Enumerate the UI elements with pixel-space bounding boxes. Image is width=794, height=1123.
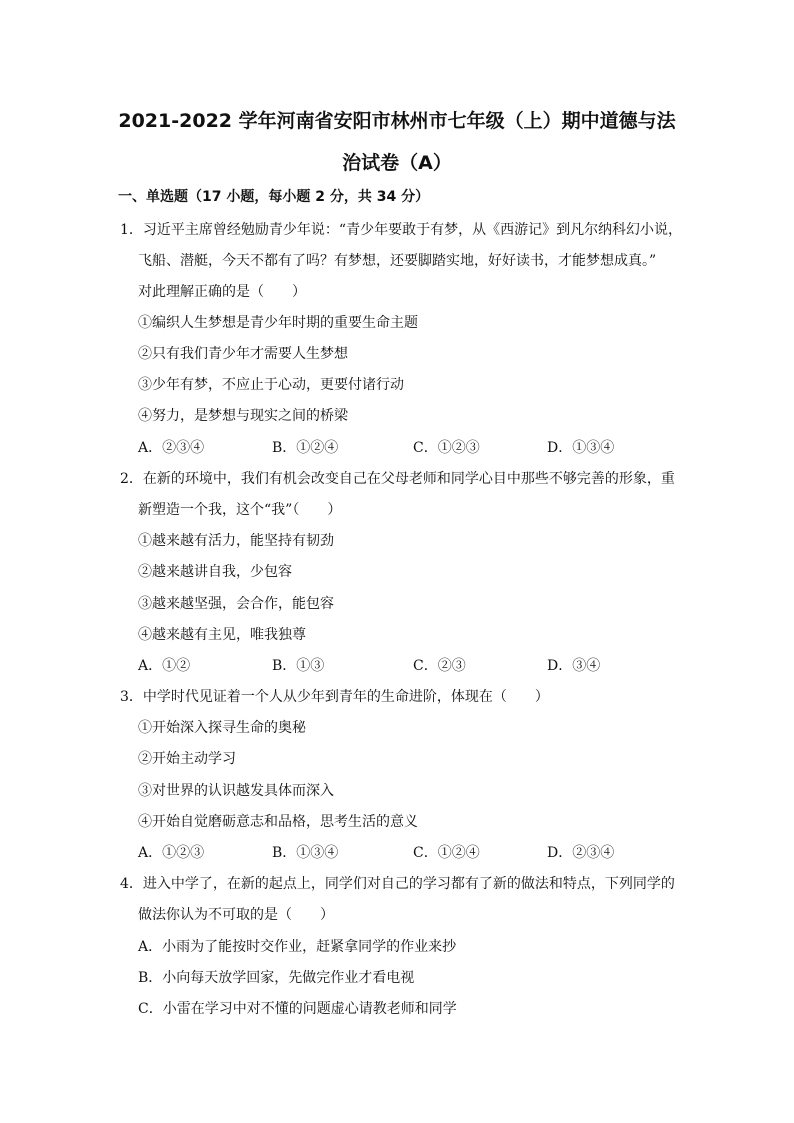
question-4-text-line-1: 4．进入中学了，在新的起点上，同学们对自己的学习都有了新的做法和特点，下列同学的 — [120, 876, 675, 892]
question-3-text-line-1: 3．中学时代见证着一个人从少年到青年的生命进阶，体现在（ ） — [120, 689, 549, 705]
question-2-statement-4: ④越来越有主见，唯我独尊 — [138, 627, 306, 643]
question-1-statement-3: ③少年有梦，不应止于心动，更要付诸行动 — [138, 377, 404, 393]
question-4-option-b[interactable]: B．小向每天放学回家，先做完作业才看电视 — [138, 970, 415, 986]
question-1-statement-2: ②只有我们青少年才需要人生梦想 — [138, 346, 348, 362]
question-1-option-a[interactable]: A．②③④ — [138, 440, 205, 456]
question-3-statement-4: ④开始自觉磨砺意志和品格，思考生活的意义 — [138, 814, 418, 830]
question-3-option-c[interactable]: C．①②④ — [413, 845, 480, 861]
question-3-statement-2: ②开始主动学习 — [138, 751, 236, 767]
question-2-option-a[interactable]: A．①② — [138, 658, 191, 674]
question-1-text-line-1: 1．习近平主席曾经勉励青少年说：“青少年要敢于有梦，从《西游记》到凡尔纳科幻小说， — [120, 222, 683, 238]
question-2-option-b[interactable]: B．①③ — [272, 658, 325, 674]
question-2-text-line-1: 2．在新的环境中，我们有机会改变自己在父母老师和同学心目中那些不够完善的形象，重 — [120, 471, 675, 487]
question-4-text-line-2: 做法你认为不可取的是（ ） — [138, 907, 334, 923]
question-2-statement-1: ①越来越有活力，能坚持有韧劲 — [138, 533, 334, 549]
question-3-statement-3: ③对世界的认识越发具体而深入 — [138, 783, 334, 799]
question-1-option-c[interactable]: C．①②③ — [413, 440, 480, 456]
question-4-option-c[interactable]: C．小雷在学习中对不懂的问题虚心请教老师和同学 — [138, 1001, 457, 1017]
exam-title-line-1: 2021-2022 学年河南省安阳市林州市七年级（上）期中道德与法 — [118, 110, 676, 132]
question-4-option-a[interactable]: A．小雨为了能按时交作业，赶紧拿同学的作业来抄 — [138, 939, 457, 955]
question-1-text-line-2: 飞船、潜艇，今天不都有了吗？有梦想，还要脚踏实地，好好读书，才能梦想成真。” — [138, 253, 657, 269]
question-3-statement-1: ①开始深入探寻生命的奥秘 — [138, 720, 306, 736]
question-1-option-b[interactable]: B．①②④ — [272, 440, 339, 456]
question-1-option-d[interactable]: D．①③④ — [547, 440, 615, 456]
question-2-statement-3: ③越来越坚强，会合作，能包容 — [138, 596, 334, 612]
question-2-text-line-2: 新塑造一个我，这个“我”（ ） — [138, 502, 342, 518]
question-2-option-d[interactable]: D．③④ — [547, 658, 601, 674]
question-1-statement-1: ①编织人生梦想是青少年时期的重要生命主题 — [138, 315, 418, 331]
question-3-option-a[interactable]: A．①②③ — [138, 845, 205, 861]
question-3-option-d[interactable]: D．②③④ — [547, 845, 615, 861]
question-1-statement-4: ④努力，是梦想与现实之间的桥梁 — [138, 408, 348, 424]
exam-title-line-2: 治试卷（A） — [342, 152, 452, 174]
question-2-option-c[interactable]: C．②③ — [413, 658, 466, 674]
question-2-statement-2: ②越来越讲自我，少包容 — [138, 564, 292, 580]
question-3-option-b[interactable]: B．①③④ — [272, 845, 339, 861]
section-heading: 一、单选题（17 小题，每小题 2 分，共 34 分） — [118, 189, 430, 205]
question-1-text-line-3: 对此理解正确的是（ ） — [138, 284, 306, 300]
